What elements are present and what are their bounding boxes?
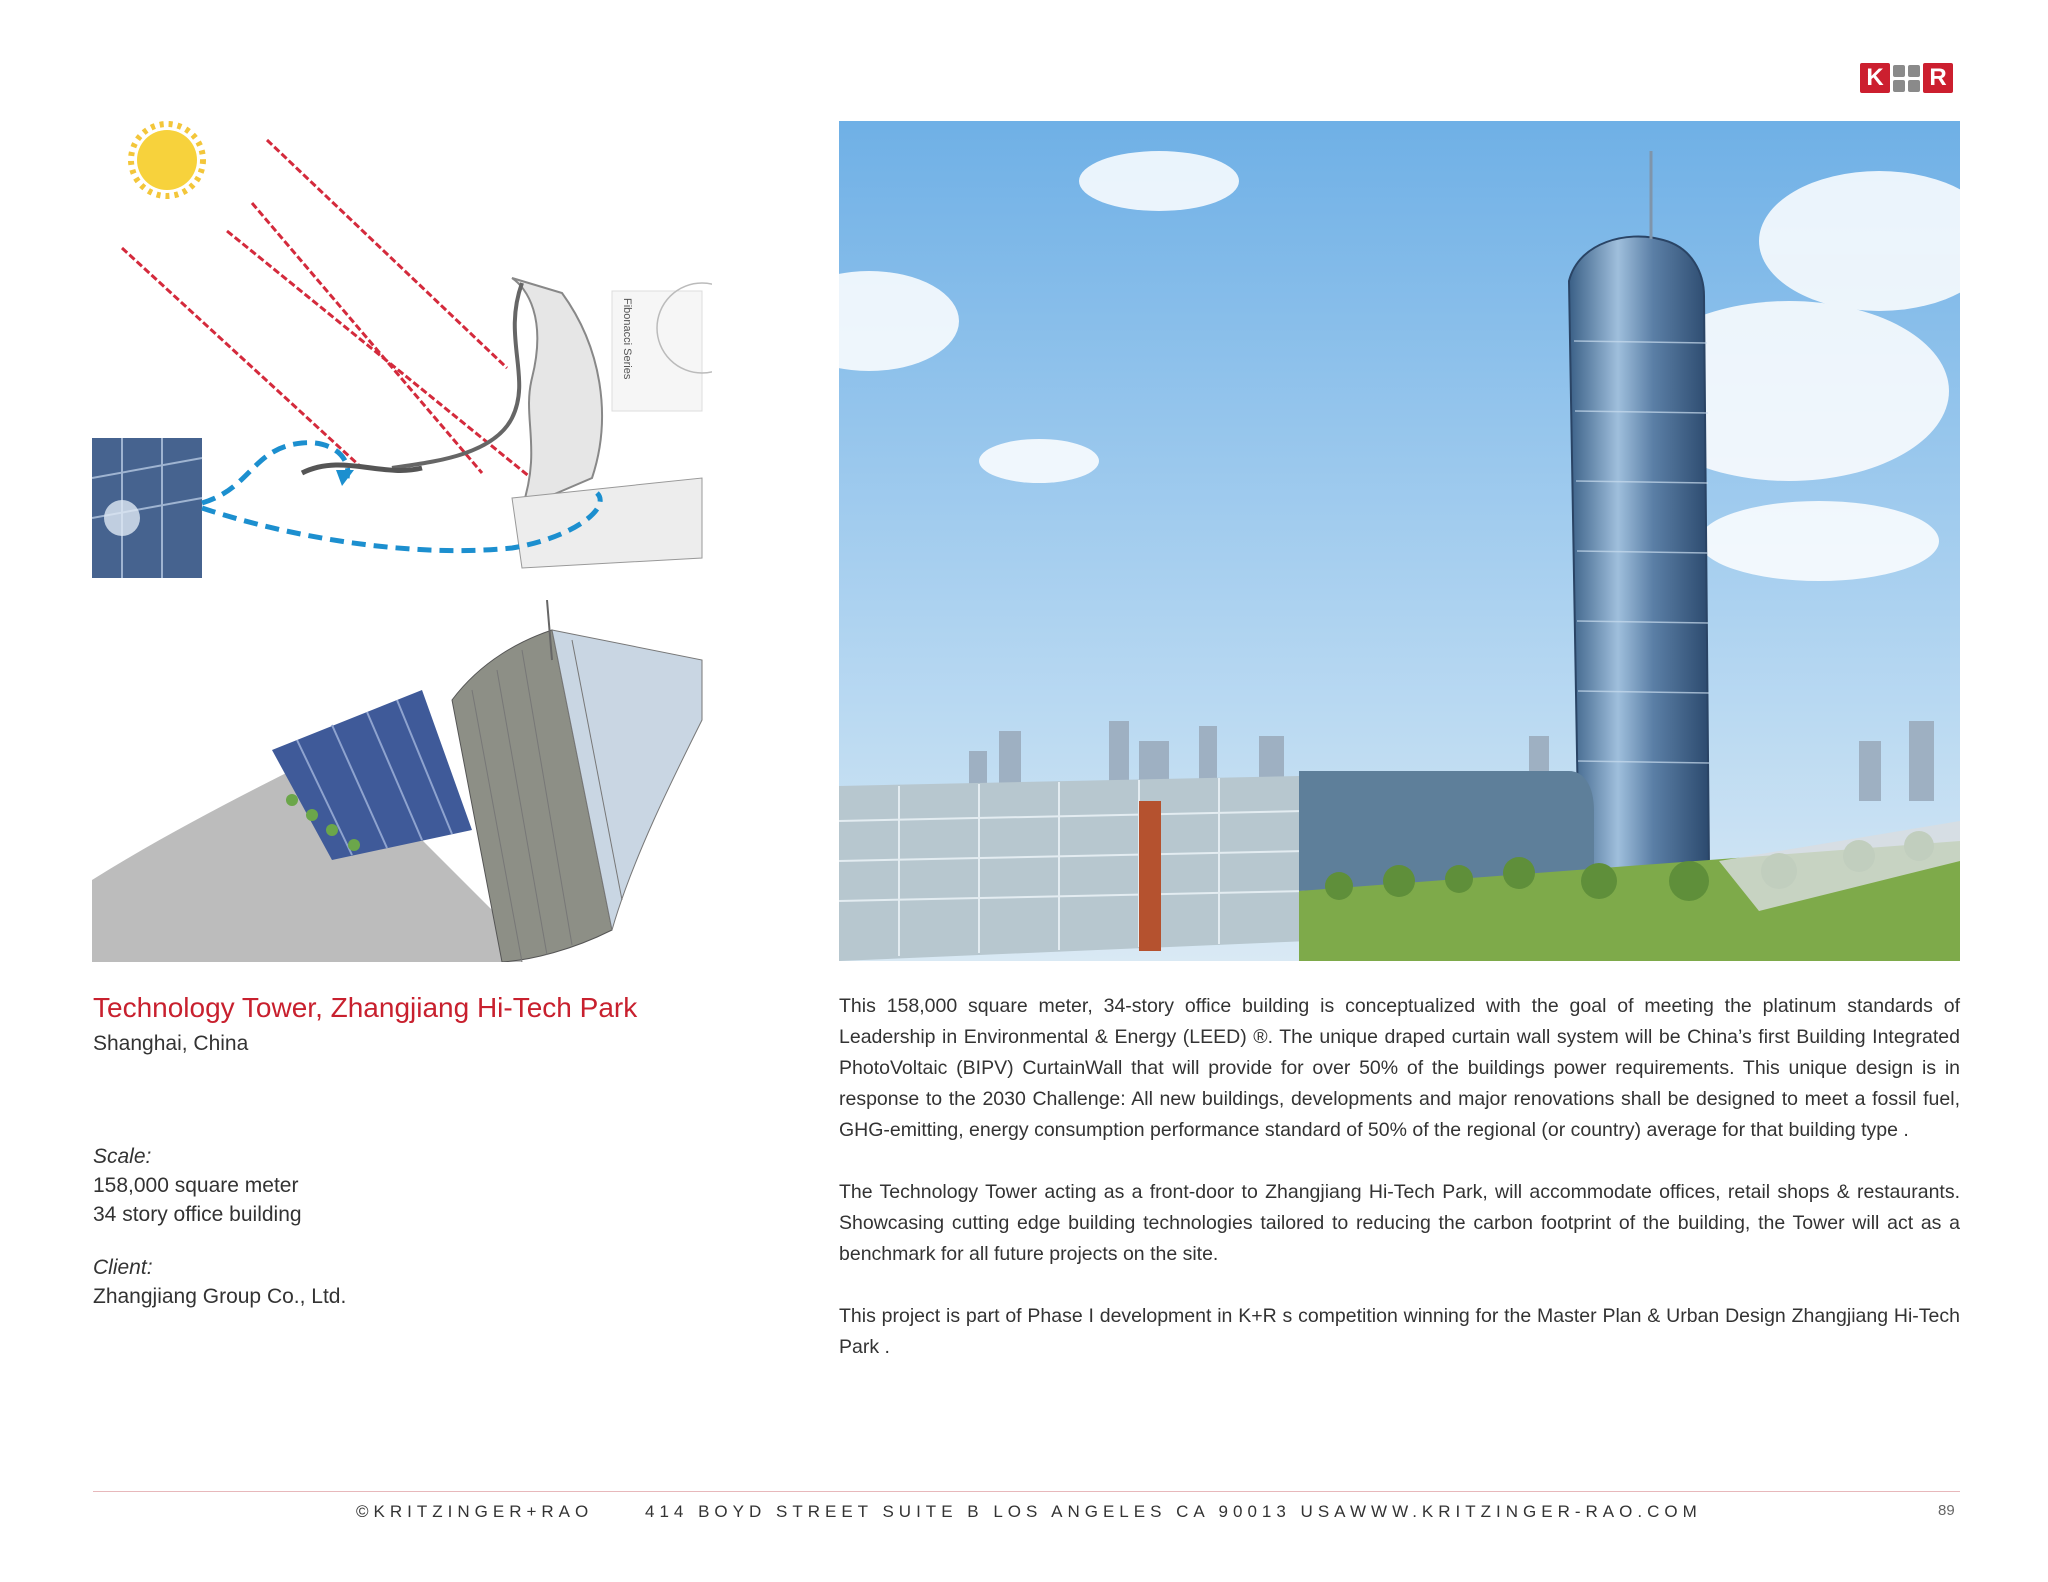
- client-name: Zhangjiang Group Co., Ltd.: [93, 1285, 347, 1308]
- project-description: [839, 991, 1960, 1394]
- solar-diagram: [92, 118, 712, 588]
- description-paragraph: This project is part of Phase I development in K+R s competition winning for the Master Plan & Urban Design Zhangjiang Hi-Tech Park .: [839, 1305, 1960, 1358]
- footer-divider: [93, 1491, 1960, 1492]
- logo-r: R: [1923, 63, 1953, 93]
- logo-dots: [1893, 65, 1920, 92]
- scale-stories: 34 story office building: [93, 1203, 302, 1226]
- kr-logo: [1860, 63, 1953, 93]
- logo-k: K: [1860, 63, 1890, 93]
- fibonacci-label: Fibonacci Series: [621, 298, 633, 380]
- project-location: Shanghai, China: [93, 1032, 249, 1055]
- description-paragraph: This 158,000 square meter, 34-story office building is conceptualized with the goal of meeting the platinum standards of Leadership in Environmental & Energy (LEED) ®. The unique draped curtain wall system will be China’s first Building Integrated PhotoVoltaic (BIPV) CurtainWall that will provide for over 50% of the buildings power requirements. This unique design is in response to the 2030 Challenge: All new buildings, developments and major renovations shall be designed to meet a fossil fuel, GHG-emitting, energy consumption performance standard of 50% of the regional (or country) average for that building type .: [839, 995, 1960, 1141]
- client-block: [93, 1253, 346, 1311]
- project-title: Technology Tower, Zhangjiang Hi-Tech Park: [93, 992, 638, 1023]
- scale-label: Scale:: [93, 1145, 152, 1168]
- scale-block: [93, 1142, 302, 1229]
- description-paragraph: The Technology Tower acting as a front-door to Zhangjiang Hi-Tech Park, will accommodate offices, retail shops & restaurants. Showcasing cutting edge building technologies tailored to reducing the carbon footprint of the building, the Tower will act as a benchmark for all future projects on the site.: [839, 1181, 1960, 1265]
- footer-address: 414 BOYD STREET SUITE B LOS ANGELES CA 90013 USA: [645, 1502, 1351, 1521]
- footer-copyright: ©KRITZINGER+RAO: [356, 1502, 594, 1521]
- page-number: 89: [1938, 1502, 1955, 1519]
- footer-website: WWW.KRITZINGER-RAO.COM: [1350, 1502, 1702, 1521]
- sun-icon: [131, 124, 203, 196]
- tower-3d-diagram: [92, 600, 712, 962]
- client-label: Client:: [93, 1256, 153, 1279]
- scale-area: 158,000 square meter: [93, 1174, 299, 1197]
- tower-rendering-photo: [839, 121, 1960, 961]
